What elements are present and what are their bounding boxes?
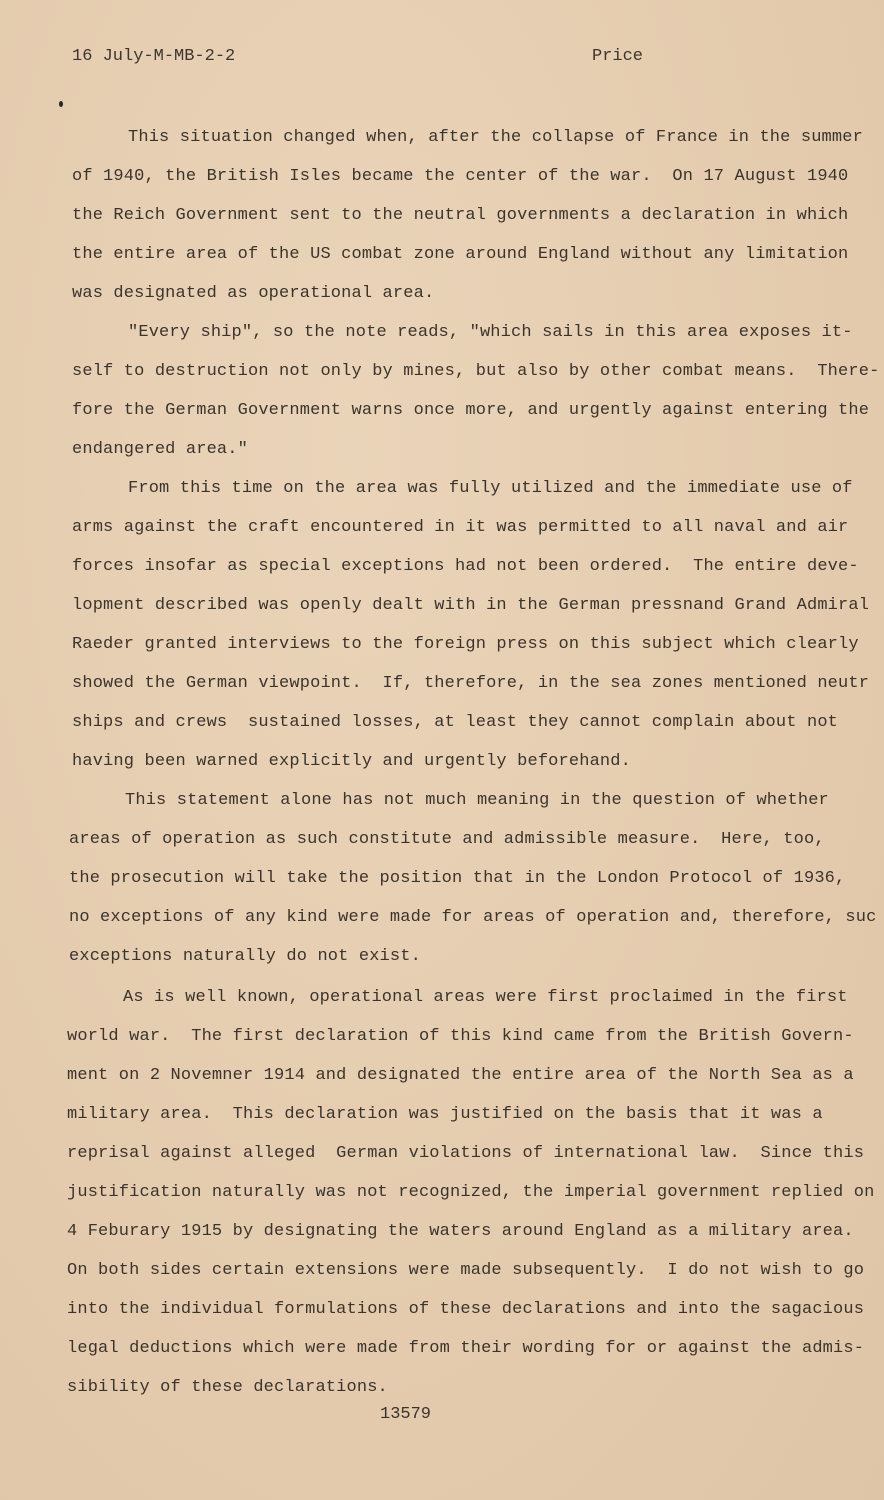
- text-line: This statement alone has not much meaning in the question of whether: [125, 791, 829, 810]
- text-line: was designated as operational area.: [72, 284, 435, 303]
- text-line: having been warned explicitly and urgently beforehand.: [72, 752, 631, 771]
- text-line: ment on 2 Novemner 1914 and designated the entire area of the North Sea as a: [67, 1066, 854, 1085]
- text-line: world war. The first declaration of this kind came from the British Govern-: [67, 1027, 854, 1046]
- text-line: the prosecution will take the position that in the London Protocol of 1936,: [69, 869, 846, 888]
- text-line: sibility of these declarations.: [67, 1378, 388, 1397]
- text-line: self to destruction not only by mines, but also by other combat means. There-: [72, 362, 880, 381]
- document-reference: 16 July-M-MB-2-2: [72, 47, 236, 66]
- paragraph: [72, 313, 880, 469]
- text-line: into the individual formulations of these declarations and into the sagacious: [67, 1300, 865, 1319]
- page-number: 13579: [380, 1405, 432, 1424]
- text-line: fore the German Government warns once more, and urgently against entering the: [72, 401, 870, 420]
- document-body: [67, 118, 880, 1407]
- text-line: of 1940, the British Isles became the center of the war. On 17 August 1940: [72, 167, 849, 186]
- text-line: forces insofar as special exceptions had not been ordered. The entire deve-: [72, 557, 859, 576]
- text-line: the Reich Government sent to the neutral governments a declaration in which: [72, 206, 849, 225]
- text-line: the entire area of the US combat zone around England without any limitation: [72, 245, 849, 264]
- text-line: showed the German viewpoint. If, therefore, in the sea zones mentioned neutr: [72, 674, 870, 693]
- text-line: reprisal against alleged German violations of international law. Since this: [67, 1144, 865, 1163]
- text-line: legal deductions which were made from their wording for or against the admis-: [67, 1339, 865, 1358]
- text-line: areas of operation as such constitute and admissible measure. Here, too,: [69, 830, 825, 849]
- text-line: ships and crews sustained losses, at least they cannot complain about not: [72, 713, 839, 732]
- text-line: no exceptions of any kind were made for areas of operation and, therefore, suc: [69, 908, 877, 927]
- text-line: As is well known, operational areas were first proclaimed in the first: [123, 988, 848, 1007]
- speaker-name: Price: [592, 47, 644, 66]
- text-line: This situation changed when, after the collapse of France in the summer: [128, 128, 863, 147]
- text-line: justification naturally was not recognized, the imperial government replied on: [67, 1183, 875, 1202]
- text-line: "Every ship", so the note reads, "which sails in this area exposes it-: [128, 323, 853, 342]
- paragraph: [72, 118, 863, 313]
- text-line: From this time on the area was fully utilized and the immediate use of: [128, 479, 853, 498]
- text-line: endangered area.": [72, 440, 248, 459]
- ink-speck: [59, 101, 63, 107]
- text-line: exceptions naturally do not exist.: [69, 947, 421, 966]
- paragraph: [72, 469, 870, 781]
- paragraph: [67, 978, 875, 1407]
- text-line: lopment described was openly dealt with in the German pressnand Grand Admiral: [72, 596, 870, 615]
- text-line: military area. This declaration was justified on the basis that it was a: [67, 1105, 823, 1124]
- text-line: On both sides certain extensions were made subsequently. I do not wish to go: [67, 1261, 865, 1280]
- text-line: Raeder granted interviews to the foreign press on this subject which clearly: [72, 635, 859, 654]
- paragraph: [69, 781, 877, 976]
- text-line: arms against the craft encountered in it was permitted to all naval and air: [72, 518, 849, 537]
- text-line: 4 Feburary 1915 by designating the waters around England as a military area.: [67, 1222, 854, 1241]
